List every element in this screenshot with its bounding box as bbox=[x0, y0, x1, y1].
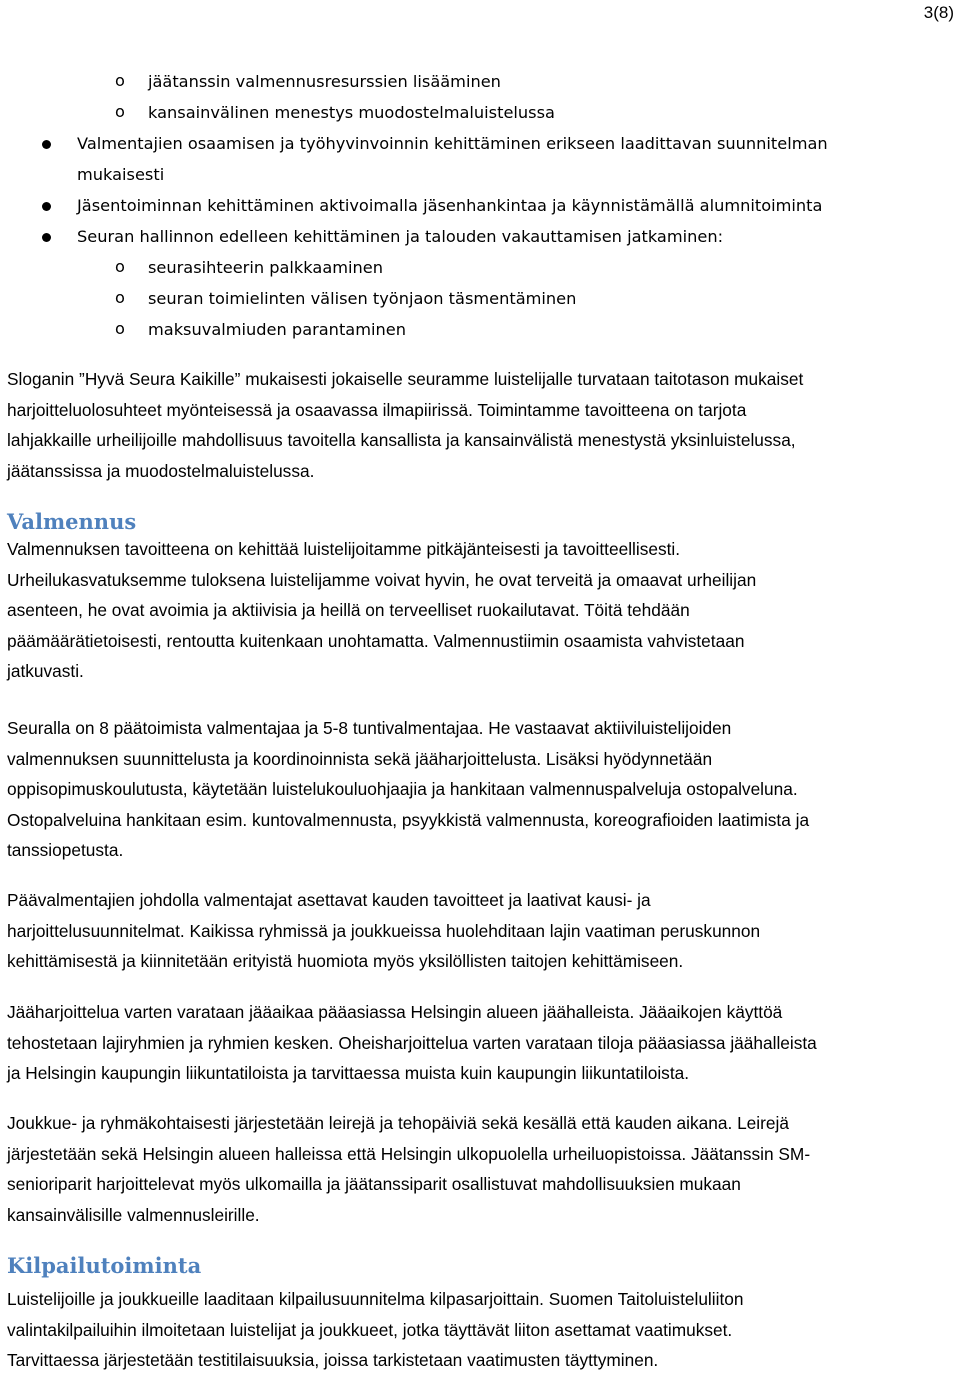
valmennus-paragraph-line: Joukkue- ja ryhmäkohtaisesti järjestetään leirejä ja tehopäiviä sekä kesällä että kauden aikana. Leirejä bbox=[7, 1113, 789, 1133]
list-item-text: kansainvälinen menestys muodostelmaluistelussa bbox=[148, 103, 555, 122]
valmennus-paragraph-line: Urheilukasvatuksemme tuloksena luistelijamme voivat hyvin, he ovat terveitä ja omaavat urheilijan bbox=[7, 569, 757, 590]
valmennus-paragraph-line: Ostopalveluina hankitaan esim. kuntovalmennusta, psyykkistä valmennusta, koreografioiden laatimista ja bbox=[7, 809, 810, 830]
bullet-icon bbox=[42, 140, 51, 149]
valmennus-paragraph-line: päämäärätietoisesti, rentoutta kuitenkaan unohtamatta. Valmennustiimin osaamista vahvistetaan bbox=[7, 630, 745, 651]
list-item-text: jäätanssin valmennusresurssien lisääminen bbox=[148, 72, 501, 91]
sub-bullet-icon: o bbox=[115, 71, 125, 90]
valmennus-paragraph-line: Päävalmentajien johdolla valmentajat asettavat kauden tavoitteet ja laativat kausi- ja bbox=[7, 890, 651, 910]
intro-paragraph-line: Sloganin ”Hyvä Seura Kaikille” mukaisesti jokaiselle seuramme luistelijalle turvataan taitotason mukaiset bbox=[7, 369, 804, 389]
page-number: 3(8) bbox=[923, 3, 954, 22]
intro-paragraph-line: lahjakkaille urheilijoille mahdollisuus tavoitella kansallista ja kansainvälistä menestystä yksinluistelussa, bbox=[7, 430, 796, 450]
sub-bullet-icon: o bbox=[115, 102, 125, 121]
section-heading-valmennus: Valmennus bbox=[7, 509, 137, 534]
list-item-text: seurasihteerin palkkaaminen bbox=[148, 258, 383, 277]
valmennus-paragraph-line: ja Helsingin kaupungin liikuntatiloista ja tarvittaessa muista kuin kaupungin liikuntatiloista. bbox=[7, 1063, 690, 1083]
valmennus-paragraph-line: oppisopimuskoulutusta, käytetään luistelukouluohjaajia ja hankitaan valmennuspalveluja ostopalveluna. bbox=[7, 779, 798, 799]
bullet-icon bbox=[42, 233, 51, 242]
valmennus-paragraph-line: asenteen, he ovat avoimia ja aktiivisia ja heillä on terveelliset ruokailutavat. Töitä tehdään bbox=[7, 600, 690, 620]
valmennus-paragraph-line: kansainvälisille valmennusleirille. bbox=[7, 1204, 260, 1225]
valmennus-paragraph-line: Valmennuksen tavoitteena on kehittää luistelijoitamme pitkäjänteisesti ja tavoitteellisesti. bbox=[7, 539, 681, 559]
list-item-text: seuran toimielinten välisen työnjaon täsmentäminen bbox=[148, 289, 577, 308]
list-item-text: mukaisesti bbox=[77, 165, 165, 184]
list-item-text: Valmentajien osaamisen ja työhyvinvoinnin kehittäminen erikseen laadittavan suunnitelman bbox=[77, 134, 828, 153]
kilpailutoiminta-paragraph-line: Tarvittaessa järjestetään testitilaisuuksia, joissa tarkistetaan vaatimusten täyttyminen. bbox=[7, 1350, 659, 1370]
bullet-icon bbox=[42, 202, 51, 211]
kilpailutoiminta-paragraph-line: valintakilpailuihin ilmoitetaan luistelijat ja joukkueet, jotka täyttävät liiton asettamat vaatimukset. bbox=[7, 1319, 733, 1340]
list-item-text: Jäsentoiminnan kehittäminen aktivoimalla jäsenhankintaa ja käynnistämällä alumnitoiminta bbox=[77, 196, 823, 215]
valmennus-paragraph-line: Jääharjoittelua varten varataan jääaikaa pääasiassa Helsingin alueen jäähalleista. Jääaikojen käyttöä bbox=[7, 1002, 783, 1022]
valmennus-paragraph-line: tehostetaan lajiryhmien ja ryhmien kesken. Oheisharjoittelua varten varataan tiloja pääasiassa jäähalleista bbox=[7, 1032, 817, 1053]
list-item-text: maksuvalmiuden parantaminen bbox=[148, 320, 406, 339]
valmennus-paragraph-line: senioriparit harjoittelevat myös ulkomailla ja jäätanssiparit osallistuvat mahdollisuuksien mukaan bbox=[7, 1174, 741, 1194]
sub-bullet-icon: o bbox=[115, 257, 125, 276]
kilpailutoiminta-paragraph-line: Luistelijoille ja joukkueille laaditaan kilpailusuunnitelma kilpasarjoittain. Suomen Taitoluisteluliiton bbox=[7, 1289, 744, 1309]
valmennus-paragraph-line: Seuralla on 8 päätoimista valmentajaa ja 5-8 tuntivalmentajaa. He vastaavat aktiiviluistelijoiden bbox=[7, 718, 732, 738]
intro-paragraph-line: harjoitteluolosuhteet myönteisessä ja osaavassa ilmapiirissä. Toimintamme tavoitteena on tarjota bbox=[7, 399, 747, 420]
valmennus-paragraph-line: järjestetään sekä Helsingin alueen halleissa että Helsingin ulkopuolella urheiluopistoissa. Jäätanssin SM- bbox=[7, 1143, 811, 1164]
list-item-text: Seuran hallinnon edelleen kehittäminen ja talouden vakauttamisen jatkaminen: bbox=[77, 227, 724, 246]
sub-bullet-icon: o bbox=[115, 319, 125, 338]
valmennus-paragraph-line: tanssiopetusta. bbox=[7, 840, 124, 860]
section-heading-kilpailutoiminta: Kilpailutoiminta bbox=[7, 1253, 202, 1278]
valmennus-paragraph-line: kehittämisestä ja kiinnitetään erityistä huomiota myös yksilöllisten taitojen kehittämiseen. bbox=[7, 951, 684, 971]
valmennus-paragraph-line: valmennuksen suunnittelusta ja koordinoinnista sekä jääharjoittelusta. Lisäksi hyödynnetään bbox=[7, 748, 713, 769]
valmennus-paragraph-line: harjoittelusuunnitelmat. Kaikissa ryhmissä ja joukkueissa huolehditaan lajin vaatiman peruskunnon bbox=[7, 920, 761, 941]
sub-bullet-icon: o bbox=[115, 288, 125, 307]
valmennus-paragraph-line: jatkuvasti. bbox=[7, 661, 84, 681]
intro-paragraph-line: jäätanssissa ja muodostelmaluistelussa. bbox=[7, 460, 315, 481]
